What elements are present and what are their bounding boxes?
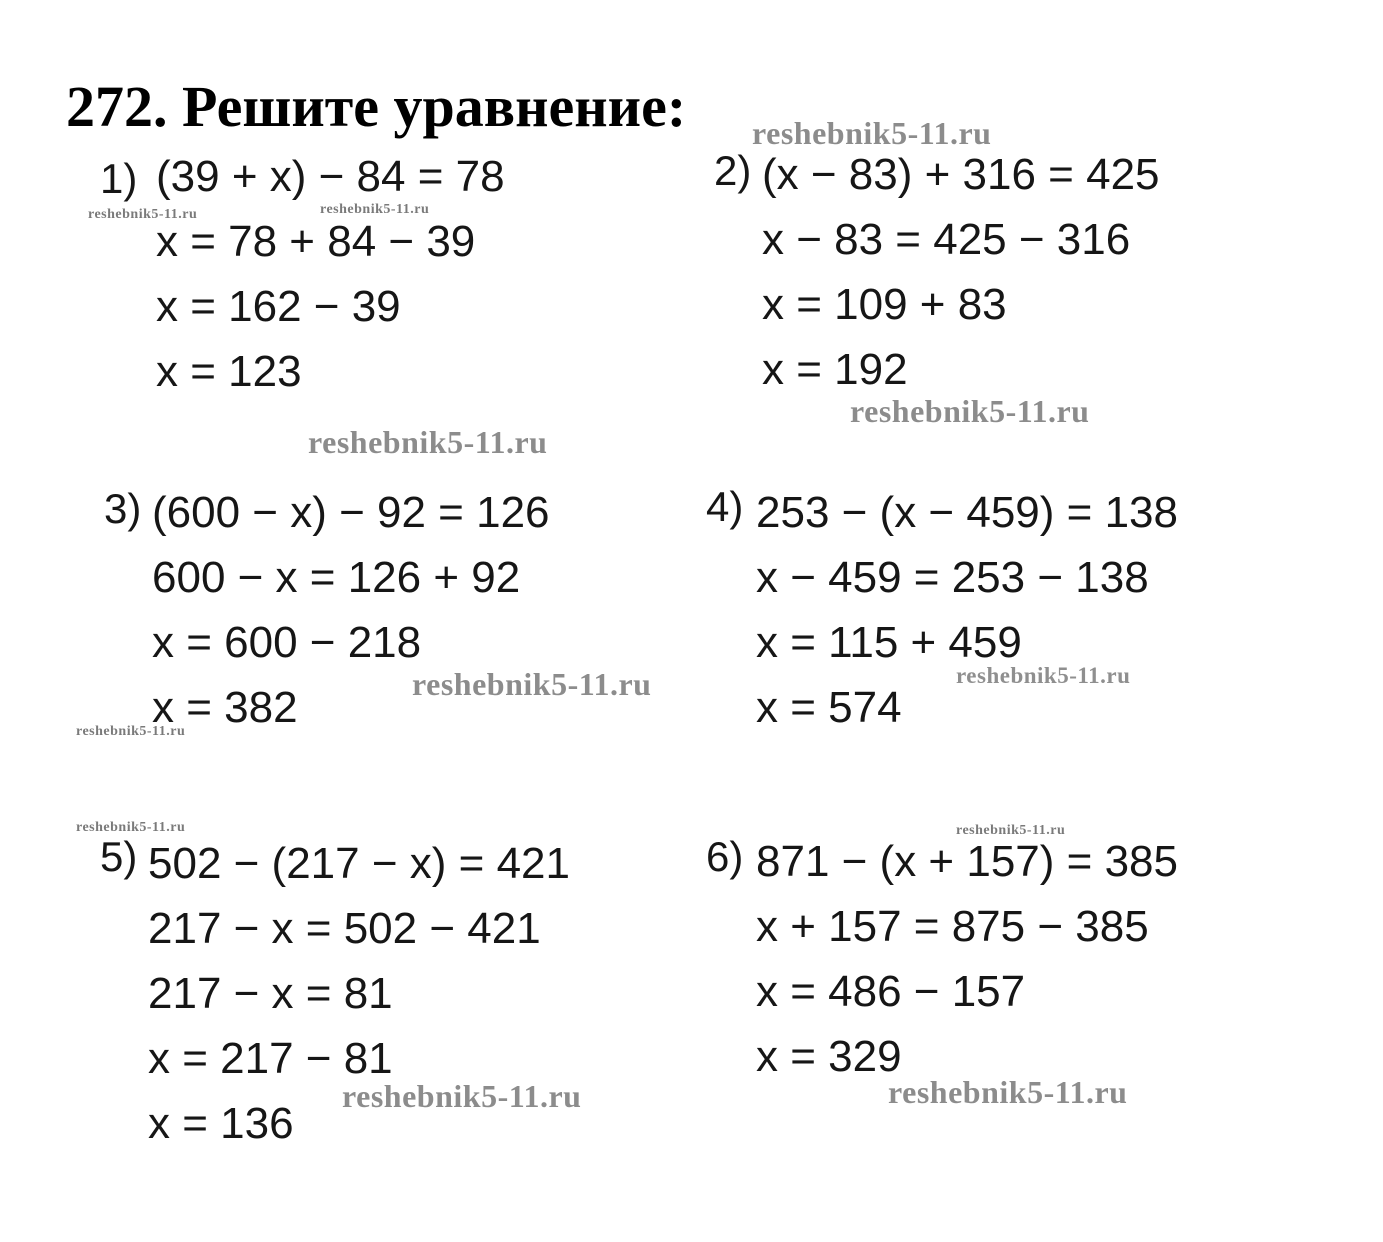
equation-step: x = 123 xyxy=(156,347,302,396)
equation-step: x − 83 = 425 − 316 xyxy=(762,215,1131,264)
equation-step: (39 + x) − 84 = 78 xyxy=(156,152,505,201)
equation-step: x = 382 xyxy=(152,683,298,732)
watermark: reshebnik5-11.ru xyxy=(956,663,1131,688)
watermark: reshebnik5-11.ru xyxy=(752,115,992,151)
watermark: reshebnik5-11.ru xyxy=(850,393,1090,429)
problem-number: 2) xyxy=(714,147,752,194)
watermark: reshebnik5-11.ru xyxy=(888,1074,1128,1110)
equation-step: x = 574 xyxy=(756,683,902,732)
equation-step: x = 109 + 83 xyxy=(762,280,1007,329)
equation-step: (600 − x) − 92 = 126 xyxy=(152,488,550,537)
watermark: reshebnik5-11.ru xyxy=(76,724,186,739)
watermark: reshebnik5-11.ru xyxy=(76,820,186,835)
equation-step: x = 600 − 218 xyxy=(152,618,422,667)
watermark: reshebnik5-11.ru xyxy=(342,1078,582,1114)
equation-step: x + 157 = 875 − 385 xyxy=(756,902,1149,951)
exercise-title: 272. Решите уравнение: xyxy=(66,74,687,139)
watermark: reshebnik5-11.ru xyxy=(88,207,198,222)
problem-number: 5) xyxy=(100,833,138,880)
equation-step: x = 115 + 459 xyxy=(756,618,1022,667)
equation-step: 253 − (x − 459) = 138 xyxy=(756,488,1178,537)
equation-step: x = 78 + 84 − 39 xyxy=(156,217,476,266)
problem-number: 1) xyxy=(100,155,138,202)
equation-step: (x − 83) + 316 = 425 xyxy=(762,150,1160,199)
problem-number: 3) xyxy=(104,485,142,532)
equation-step: 217 − x = 81 xyxy=(148,969,393,1018)
equation-step: x = 192 xyxy=(762,345,908,394)
watermark: reshebnik5-11.ru xyxy=(956,823,1066,838)
equation-step: x − 459 = 253 − 138 xyxy=(756,553,1149,602)
watermark: reshebnik5-11.ru xyxy=(320,202,430,217)
equation-step: x = 486 − 157 xyxy=(756,967,1026,1016)
equation-step: 600 − x = 126 + 92 xyxy=(152,553,521,602)
equation-step: x = 162 − 39 xyxy=(156,282,401,331)
equation-step: 871 − (x + 157) = 385 xyxy=(756,837,1178,886)
problem-number: 6) xyxy=(706,833,744,880)
equation-step: 217 − x = 502 − 421 xyxy=(148,904,541,953)
equation-step: x = 217 − 81 xyxy=(148,1034,393,1083)
problem-number: 4) xyxy=(706,483,744,530)
equation-step: x = 136 xyxy=(148,1099,294,1148)
equation-step: x = 329 xyxy=(756,1032,902,1081)
equation-step: 502 − (217 − x) = 421 xyxy=(148,839,570,888)
watermark: reshebnik5-11.ru xyxy=(308,424,548,460)
watermark: reshebnik5-11.ru xyxy=(412,666,652,702)
